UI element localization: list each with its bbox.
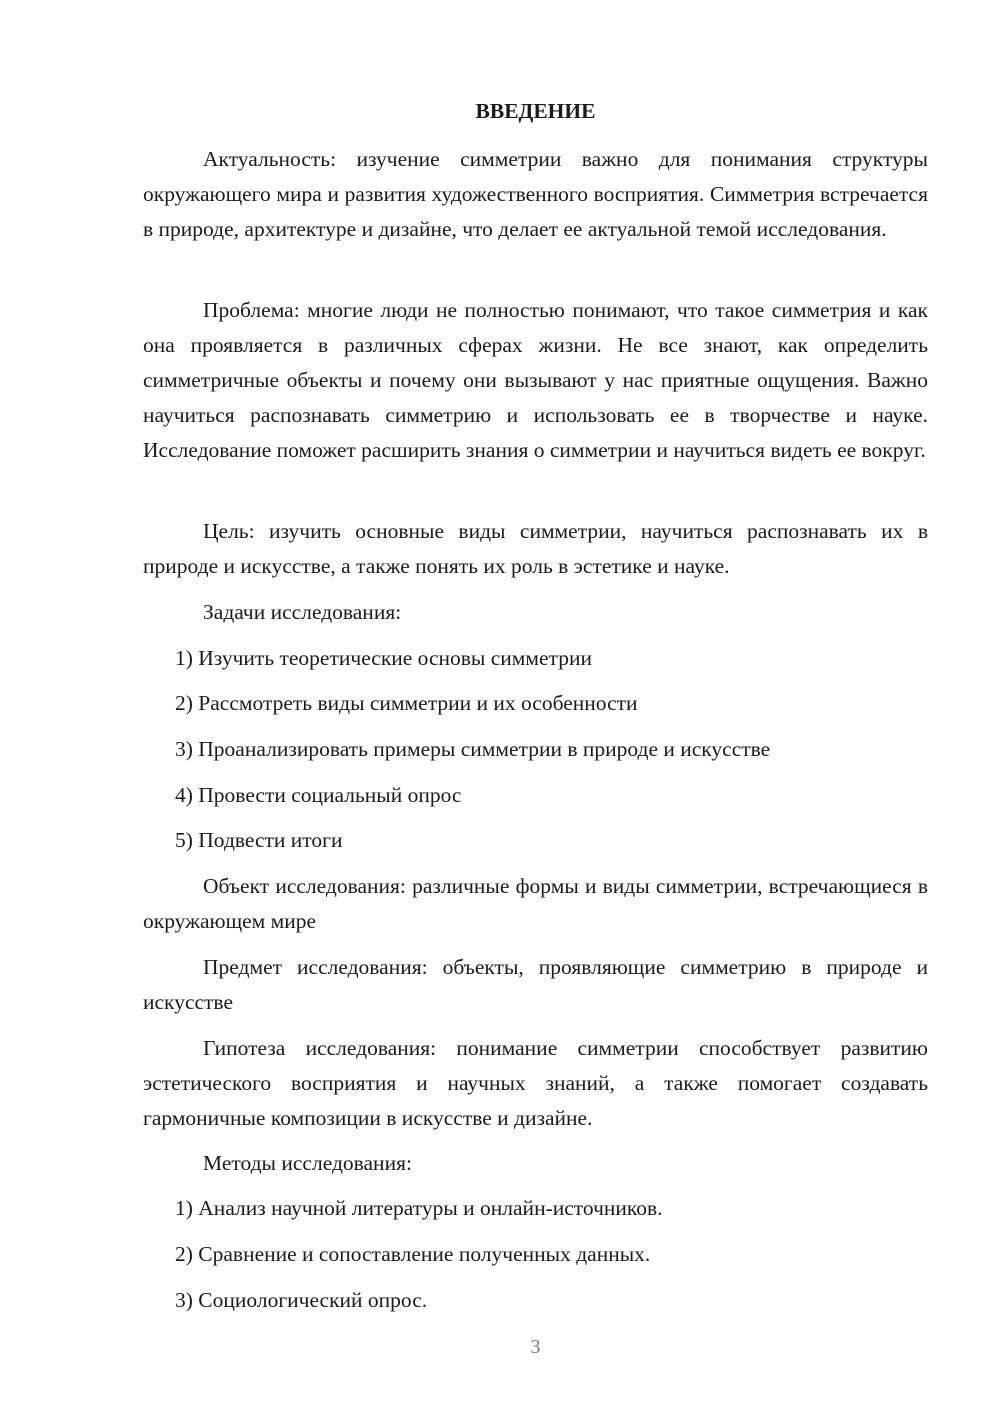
- goal-paragraph: Цель: изучить основные виды симметрии, научиться распознавать их в природе и искусстве, а также понять их роль в эстетике и науке.: [143, 519, 928, 578]
- task-item: 5) Подвести итоги: [175, 828, 343, 852]
- task-item: 4) Провести социальный опрос: [175, 783, 462, 807]
- method-item: 1) Анализ научной литературы и онлайн-источников.: [175, 1196, 663, 1220]
- method-item: 3) Социологический опрос.: [175, 1288, 428, 1312]
- hypothesis-paragraph: Гипотеза исследования: понимание симметрии способствует развитию эстетического восприятия и научных знаний, а также помогает создавать гармоничные композиции в искусстве и дизайне.: [143, 1036, 928, 1130]
- method-item: 2) Сравнение и сопоставление полученных данных.: [175, 1242, 651, 1266]
- section-title: ВВЕДЕНИЕ: [475, 99, 596, 123]
- tasks-heading: Задачи исследования:: [203, 600, 402, 624]
- problem-paragraph: Проблема: многие люди не полностью понимают, что такое симметрия и как она проявляется в различных сферах жизни. Не все знают, как определить симметричные объекты и почему они вызывают у нас приятные ощущения. Важно научиться распознавать симметрию и использовать ее в творчестве и науке. Исследование поможет расширить знания о симметрии и научиться видеть ее вокруг.: [143, 298, 928, 462]
- relevance-paragraph: Актуальность: изучение симметрии важно для понимания структуры окружающего мира и развития художественного восприятия. Симметрия встречается в природе, архитектуре и дизайне, что делает ее актуальной темой исследования.: [143, 147, 928, 241]
- subject-paragraph: Предмет исследования: объекты, проявляющие симметрию в природе и искусстве: [143, 955, 928, 1014]
- task-item: 1) Изучить теоретические основы симметрии: [175, 646, 592, 670]
- task-item: 3) Проанализировать примеры симметрии в природе и искусстве: [175, 737, 771, 761]
- object-paragraph: Объект исследования: различные формы и виды симметрии, встречающиеся в окружающем мире: [143, 874, 928, 933]
- page-number: 3: [530, 1336, 541, 1358]
- methods-heading: Методы исследования:: [203, 1151, 412, 1175]
- task-item: 2) Рассмотреть виды симметрии и их особенности: [175, 691, 638, 715]
